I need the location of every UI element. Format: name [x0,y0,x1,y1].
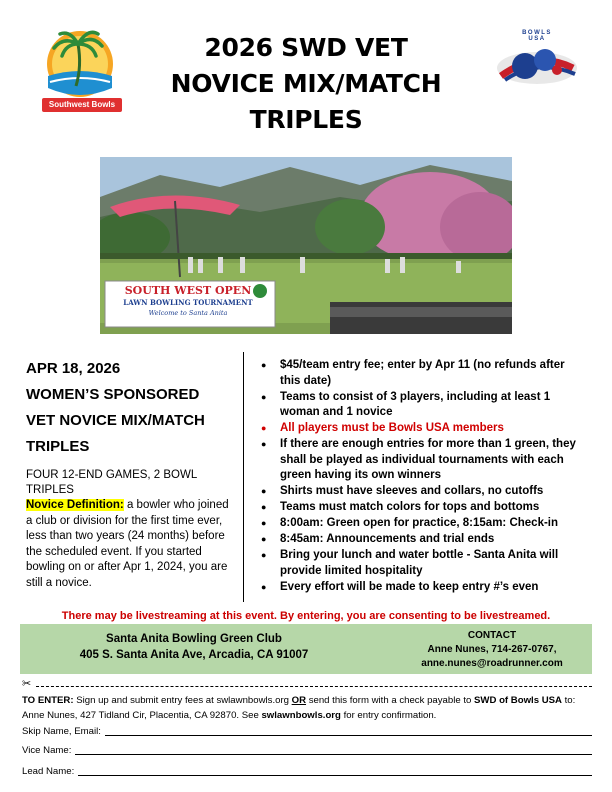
title-line-3: TRIPLES [249,105,363,134]
rule-item: ● Bring your lunch and water bottle - Santa Anita will provide limited hospitality [258,548,588,579]
event-date: APR 18, 2026 [26,360,121,377]
venue-contact-banner [20,624,592,674]
venue-name: Santa Anita Bowling Green Club [106,633,282,645]
rule-item: ● Teams must match colors for tops and bottoms [258,500,588,516]
contact-email[interactable]: anne.nunes@roadrunner.com [421,658,563,669]
bowls-usa-logo-text: BOWLS USA [522,30,552,42]
rule-item: ● Shirts must have sleeves and collars, no cutoffs [258,484,588,500]
photo-banner-line-2: LAWN BOWLING TOURNAMENT [123,298,253,307]
entry-text-1: Sign up and submit entry fees at swlawnbowls.org [73,695,292,706]
photo-banner-line-1: SOUTH WEST OPEN [124,284,252,297]
contact-name-phone: Anne Nunes, 714-267-0767, [427,644,557,655]
title-line-1: 2026 SWD VET [204,33,408,62]
vice-field-label: Vice Name: [22,745,72,756]
games-format: FOUR 12-END GAMES, 2 BOWL TRIPLES [26,469,197,496]
entry-site[interactable]: swlawnbowls.org [261,710,341,721]
event-name-line-3: TRIPLES [26,438,90,455]
event-name-line-1: WOMEN’S SPONSORED [26,386,200,403]
rule-item: ● $45/team entry fee; enter by Apr 11 (no refunds after this date) [258,358,588,389]
photo-banner-line-3: Welcome to Santa Anita [148,309,228,317]
title-line-2: NOVICE MIX/MATCH [170,69,442,98]
scissors-icon: ✂ [22,678,32,690]
rule-item: ● Teams to consist of 3 players, including at least 1 woman and 1 novice [258,390,588,421]
venue-block [34,631,354,663]
entry-text-4: for entry confirmation. [340,710,437,721]
entry-payee: SWD of Bowls USA [474,695,562,706]
rule-item: ● If there are enough entries for more than 1 green, they shall be played as individual tournaments with each green having its own winners [258,437,588,484]
skip-field-line[interactable] [105,726,592,736]
rule-item: ● Every effort will be made to keep entry #’s even [258,580,588,596]
novice-definition-label: Novice Definition: [26,499,124,511]
entry-text-3: to: Anne Nunes, 427 Tidland Cir, Placentia, CA 92870. See [22,695,576,721]
page-title [140,30,472,138]
livestream-notice: There may be livestreaming at this event. By entering, you are consenting to be livestreamed. [61,610,551,622]
bowls-usa-logo [495,28,579,90]
contact-block [400,629,584,671]
skip-field[interactable] [22,726,592,737]
cut-line [22,680,592,692]
event-photo [100,157,512,334]
rules-list [258,358,588,595]
rule-item: ● 8:45am: Announcements and trial ends [258,532,588,548]
venue-address: 405 S. Santa Anita Ave, Arcadia, CA 91007 [79,649,309,661]
column-divider [243,352,244,602]
contact-heading: CONTACT [467,630,517,641]
entry-or: OR [291,695,307,706]
lead-field-line[interactable] [78,766,592,776]
entry-text-2: send this form with a check payable to [306,695,475,706]
skip-field-label: Skip Name, Email: [22,726,101,737]
dashed-line [36,686,592,687]
to-enter-label: TO ENTER: [22,695,74,706]
southwest-bowls-logo-text: Southwest Bowls [42,98,122,112]
novice-definition-text: a bowler who joined a club or division for the first time ever, less than two years (24 months) before the scheduled event. If you started bowling on or after Apr 1, 2024, you are still a novice. [26,499,229,589]
event-rules [258,358,588,596]
southwest-bowls-logo [36,26,128,114]
entry-instructions [22,693,592,723]
event-name-line-2: VET NOVICE MIX/MATCH [26,412,205,429]
lead-field[interactable] [22,766,592,777]
novice-definition [26,498,238,591]
rule-item-membership: ● All players must be Bowls USA members [258,421,588,437]
vice-field[interactable] [22,745,592,756]
rule-item: ● 8:00am: Green open for practice, 8:15am: Check-in [258,516,588,532]
vice-field-line[interactable] [75,745,592,755]
lead-field-label: Lead Name: [22,766,75,777]
lawn-bowling-photo [100,157,512,334]
event-details [26,356,238,591]
